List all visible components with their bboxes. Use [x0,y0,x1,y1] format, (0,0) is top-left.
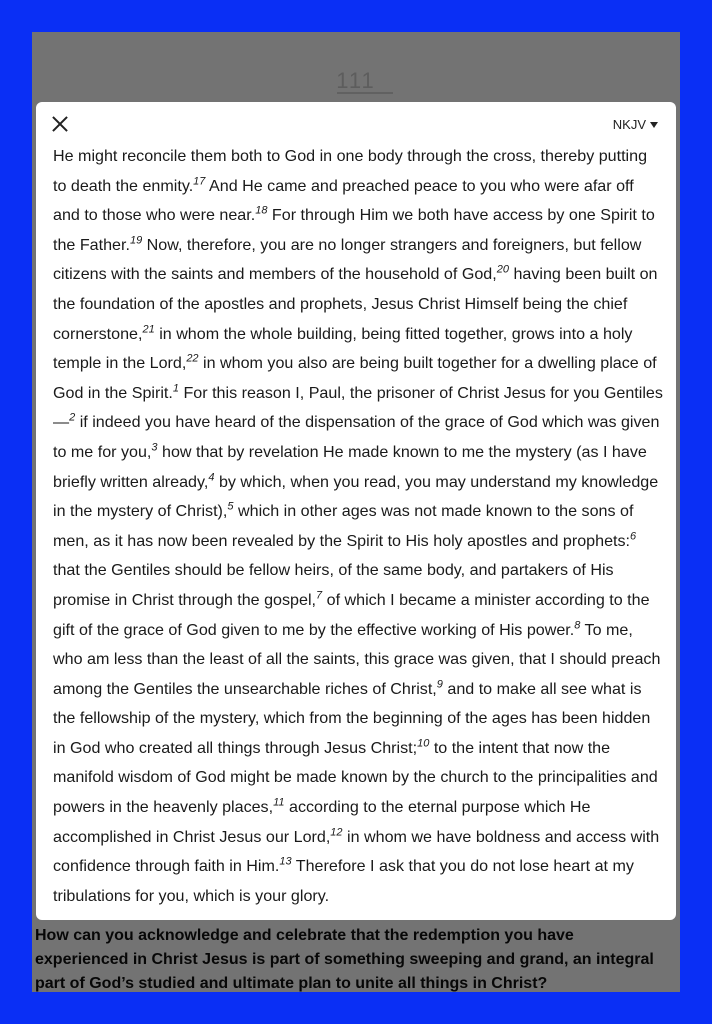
verse-number: 19 [129,234,143,247]
verse-number: 12 [330,826,343,839]
verse-number: 22 [186,352,199,365]
verse-text: Now, therefore, you are no longer strangers and foreigners, but fellow citizens with the saints and members of the household of God, [53,235,642,284]
verse-number: 5 [227,500,234,513]
verse-text: to the intent that now the manifold wisdom of God might be made known by the church to the principalities and powers in the heavenly places, [53,738,658,817]
verse-number: 20 [496,264,509,277]
verse-text: To me, who am less than the least of all the saints, this grace was given, that I should preach among the Gentiles the unsearchable riches of Christ, [53,620,661,698]
verse-text: by which, when you read, you may understand my knowledge in the mystery of Christ), [53,472,659,521]
verse-number: 4 [208,471,215,484]
scripture-modal [36,102,676,920]
verse-number: 2 [69,411,76,424]
version-selector[interactable] [613,117,658,132]
caret-down-icon [650,122,658,128]
verse-number: 11 [273,796,285,809]
verse-text: He might reconcile them both to God in one body through the cross, thereby putting to death the enmity. [53,147,648,195]
verse-number: 17 [193,175,206,188]
verse-number: 1 [172,382,179,395]
verse-text: and to make all see what is the fellowship of the mystery, which from the beginning of the ages has been hidden in God who created all things through Jesus Christ; [53,679,651,757]
verse-text: For through Him we both have access by one Spirit to the Father. [53,206,655,254]
verse-text: in whom the whole building, being fitted together, grows into a holy temple in the Lord, [53,324,633,373]
close-icon[interactable] [50,114,70,134]
verse-number: 18 [255,204,268,217]
verse-number: 9 [436,678,443,691]
verse-number: 10 [417,737,430,750]
verse-text: For this reason I, Paul, the prisoner of Christ Jesus for you Gentiles— [53,383,663,432]
verse-text: if indeed you have heard of the dispensation of the grace of God which was given to me for you, [53,413,660,461]
verse-text: which in other ages was not made known to the sons of men, as it has now been revealed by the Spirit to His holy apostles and prophets: [53,502,634,550]
verse-number: 8 [574,619,581,632]
scripture-passage [53,142,663,911]
version-label: NKJV [612,117,646,132]
verse-number: 3 [151,441,158,454]
verse-text: having been built on the foundation of the apostles and prophets, Jesus Christ Himself being the chief cornerstone, [53,265,658,343]
verse-number: 6 [630,530,637,543]
verse-text: And He came and preached peace to you who were afar off and to those who were near. [53,176,634,225]
verse-text: according to the eternal purpose which He accomplished in Christ Jesus our Lord, [53,798,591,846]
verse-number: 13 [279,855,292,868]
verse-text: in whom you also are being built together for a dwelling place of God in the Spirit. [53,354,657,402]
verse-text: how that by revelation He made known to me the mystery (as I have briefly written already, [53,442,647,491]
verse-text: Therefore I ask that you do not lose heart at my tribulations for you, which is your glory. [53,857,634,905]
verse-number: 7 [316,589,323,602]
verse-text: of which I became a minister according to the gift of the grace of God given to me by the effective working of His power. [53,590,650,639]
verse-text: that the Gentiles should be fellow heirs, of the same body, and partakers of His promise in Christ through the gospel, [53,561,614,609]
verse-text: in whom we have boldness and access with confidence through faith in Him. [53,827,660,876]
verse-number: 21 [142,323,155,336]
